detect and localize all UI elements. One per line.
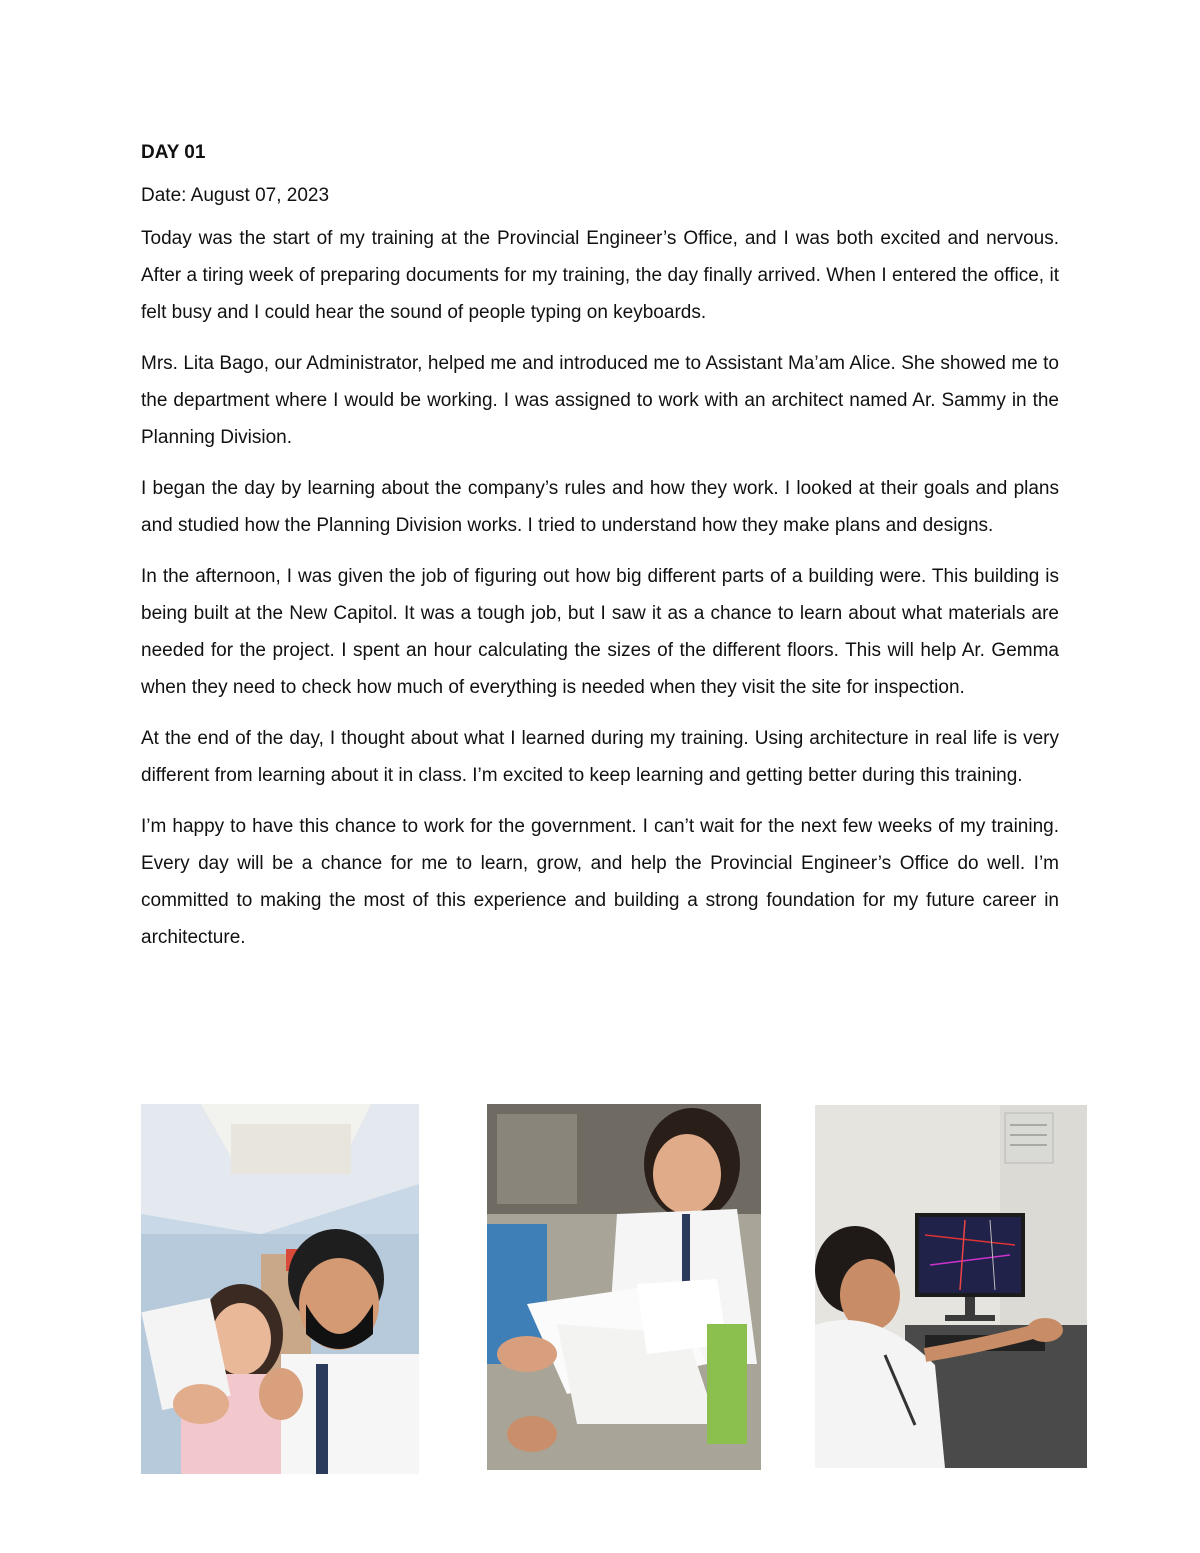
documents-photo-image: [487, 1104, 761, 1470]
computer-photo-image: [815, 1105, 1087, 1468]
journal-entry: [141, 140, 1059, 970]
paragraph-4: In the afternoon, I was given the job of figuring out how big different parts of a building were. This building is being built at the New Capitol. It was a tough job, but I saw it as a chance to learn about what materials are needed for the project. I spent an hour calculating the sizes of the different floors. This will help Ar. Gemma when they need to check how much of everything is needed when they visit the site for inspection.: [141, 566, 1059, 698]
paragraph-3: I began the day by learning about the company’s rules and how they work. I looked at their goals and plans and studied how the Planning Division works. I tried to understand how they make plans and designs.: [141, 478, 1059, 536]
selfie-photo-image: [141, 1104, 419, 1474]
selfie-photo: [141, 1104, 419, 1474]
computer-photo: [815, 1105, 1087, 1468]
paragraph-5: At the end of the day, I thought about what I learned during my training. Using architecture in real life is very different from learning about it in class. I’m excited to keep learning and getting better during this training.: [141, 728, 1059, 786]
documents-photo: [487, 1104, 761, 1470]
paragraph-6: I’m happy to have this chance to work for the government. I can’t wait for the next few weeks of my training. Every day will be a chance for me to learn, grow, and help the Provincial Engineer’s Office do well. I’m committed to making the most of this experience and building a strong foundation for my future career in architecture.: [141, 816, 1059, 948]
paragraph-1: Today was the start of my training at the Provincial Engineer’s Office, and I was both excited and nervous. After a tiring week of preparing documents for my training, the day finally arrived. When I entered the office, it felt busy and I could hear the sound of people typing on keyboards.: [141, 228, 1059, 323]
paragraph-2: Mrs. Lita Bago, our Administrator, helped me and introduced me to Assistant Ma’am Alice. She showed me to the department where I would be working. I was assigned to work with an architect named Ar. Sammy in the Planning Division.: [141, 353, 1059, 448]
day-heading: DAY 01: [141, 142, 206, 163]
entry-date: Date: August 07, 2023: [141, 185, 330, 206]
